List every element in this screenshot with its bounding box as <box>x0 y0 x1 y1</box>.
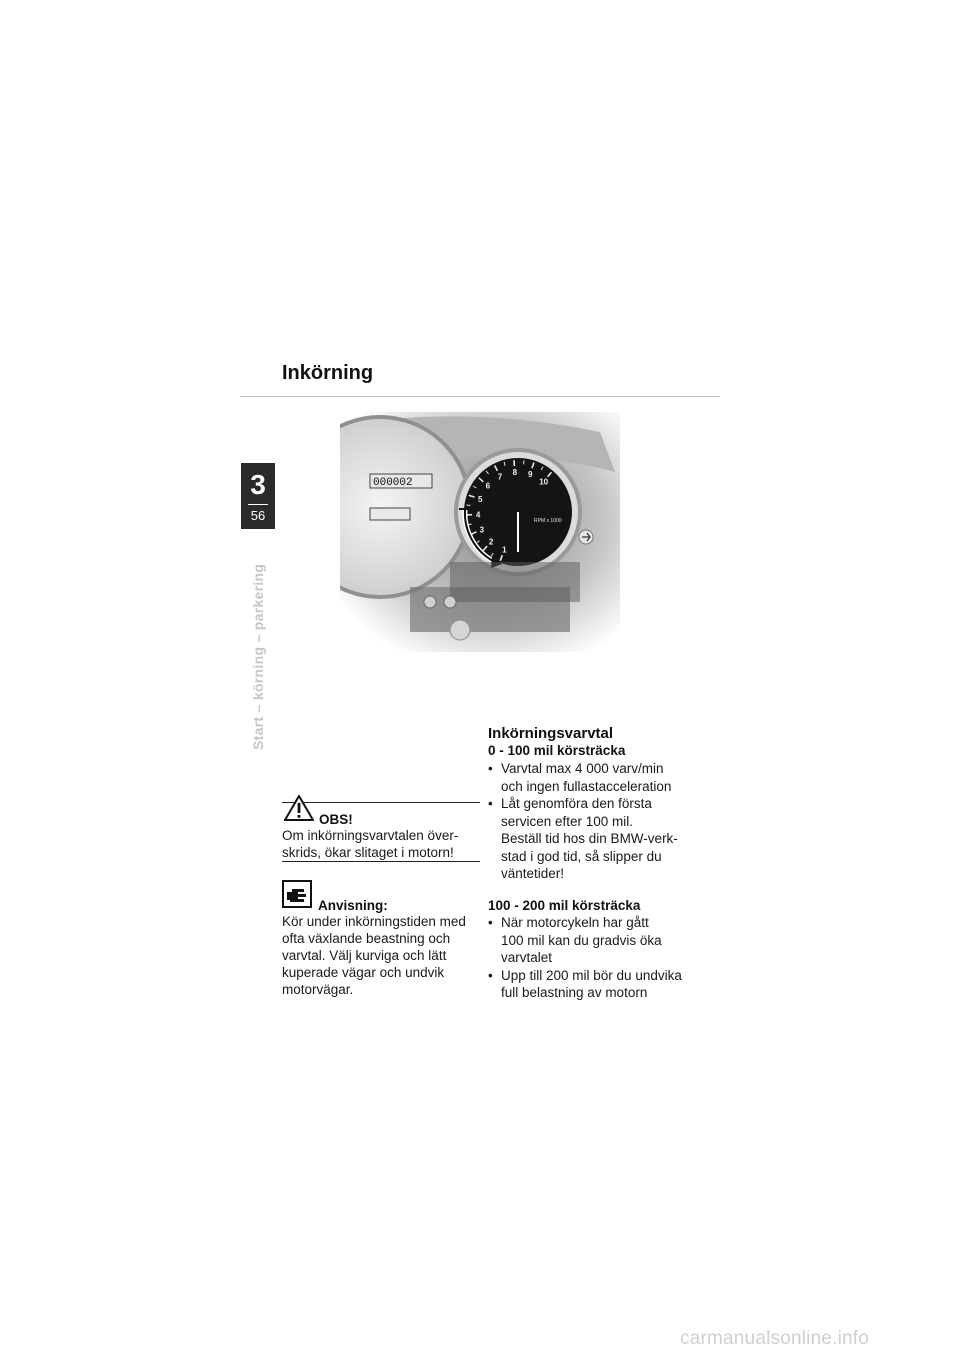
footer-watermark: carmanualsonline.info <box>680 1328 870 1349</box>
list-item <box>488 760 708 795</box>
stage2-list <box>488 914 708 1002</box>
section-title: Inkörningsvarvtal <box>488 725 614 742</box>
list-item-line: Låt genomföra den första <box>501 796 652 811</box>
tach-unit: RPM x 1000 <box>534 518 562 524</box>
bullet-dot: • <box>488 967 493 983</box>
tach-label: 3 <box>479 525 485 535</box>
control-knob <box>450 620 470 640</box>
trip-window <box>370 508 410 520</box>
note-text-line: ofta växlande beastning och <box>282 931 451 946</box>
warning-text-line: skrids, ökar slitaget i motorn! <box>282 845 454 860</box>
bullet-dot: • <box>488 796 493 811</box>
chapter-side-label: Start – körning – parkering <box>250 563 266 750</box>
warning-light <box>444 596 456 608</box>
tach-label: 4 <box>475 510 481 520</box>
warning-light <box>424 596 436 608</box>
bullet-dot: • <box>488 915 493 930</box>
tach-label: 7 <box>497 472 503 482</box>
stage2-title: 100 - 200 mil körsträcka <box>488 898 641 913</box>
list-item-line: servicen efter 100 mil. <box>501 813 634 829</box>
warning-label: OBS! <box>319 812 353 827</box>
list-item-line: full belastning av motorn <box>501 985 648 1000</box>
warning-triangle-icon <box>284 795 314 821</box>
chapter-number: 3 <box>250 469 266 500</box>
tach-label: 2 <box>488 537 494 547</box>
chapter-tab <box>241 463 275 529</box>
page-title: Inkörning <box>282 362 374 384</box>
list-item-line: När motorcykeln har gått <box>501 915 649 930</box>
tach-label: 5 <box>477 495 483 505</box>
list-item-line: 100 mil kan du gradvis öka <box>501 932 662 948</box>
tach-label: 10 <box>539 477 549 487</box>
tach-tick <box>467 505 471 506</box>
instrument-cluster-photo <box>340 412 620 652</box>
note-text-line: varvtal. Välj kurviga och lätt <box>282 948 447 963</box>
tach-label: 6 <box>485 481 491 491</box>
list-item <box>488 967 708 1002</box>
note-text-line: kuperade vägar och undvik <box>282 965 445 980</box>
warning-text-line: Om inkörningsvarvtalen över- <box>282 828 459 843</box>
list-item-line: stad i god tid, så slipper du <box>501 848 662 864</box>
tach-label: 1 <box>502 545 507 555</box>
title-rule <box>240 396 720 397</box>
list-item <box>488 914 708 967</box>
list-item-line: Beställ tid hos din BMW-verk- <box>501 831 678 846</box>
page-number: 56 <box>250 508 266 523</box>
stage1-list <box>488 760 708 883</box>
note-text-line: Kör under inkörningstiden med <box>282 914 466 929</box>
tach-label: 9 <box>527 469 533 479</box>
chapter-divider <box>248 504 268 505</box>
list-item-line: och ingen fullastacceleration <box>501 778 672 794</box>
list-item-line: Upp till 200 mil bör du undvika <box>501 967 682 983</box>
stage1-title: 0 - 100 mil körsträcka <box>488 743 626 758</box>
list-item-line: varvtalet <box>501 950 553 965</box>
list-item <box>488 795 708 883</box>
warning-rule-bottom <box>282 861 480 862</box>
list-item-line: väntetider! <box>501 866 565 881</box>
note-text-line: motorvägar. <box>282 982 354 997</box>
note-label: Anvisning: <box>318 898 388 913</box>
pointing-hand-icon <box>282 880 312 908</box>
list-item-line: Varvtal max 4 000 varv/min <box>501 761 664 776</box>
odometer-digits: 000002 <box>373 477 413 489</box>
bullet-dot: • <box>488 761 493 776</box>
tach-label: 8 <box>512 468 518 478</box>
